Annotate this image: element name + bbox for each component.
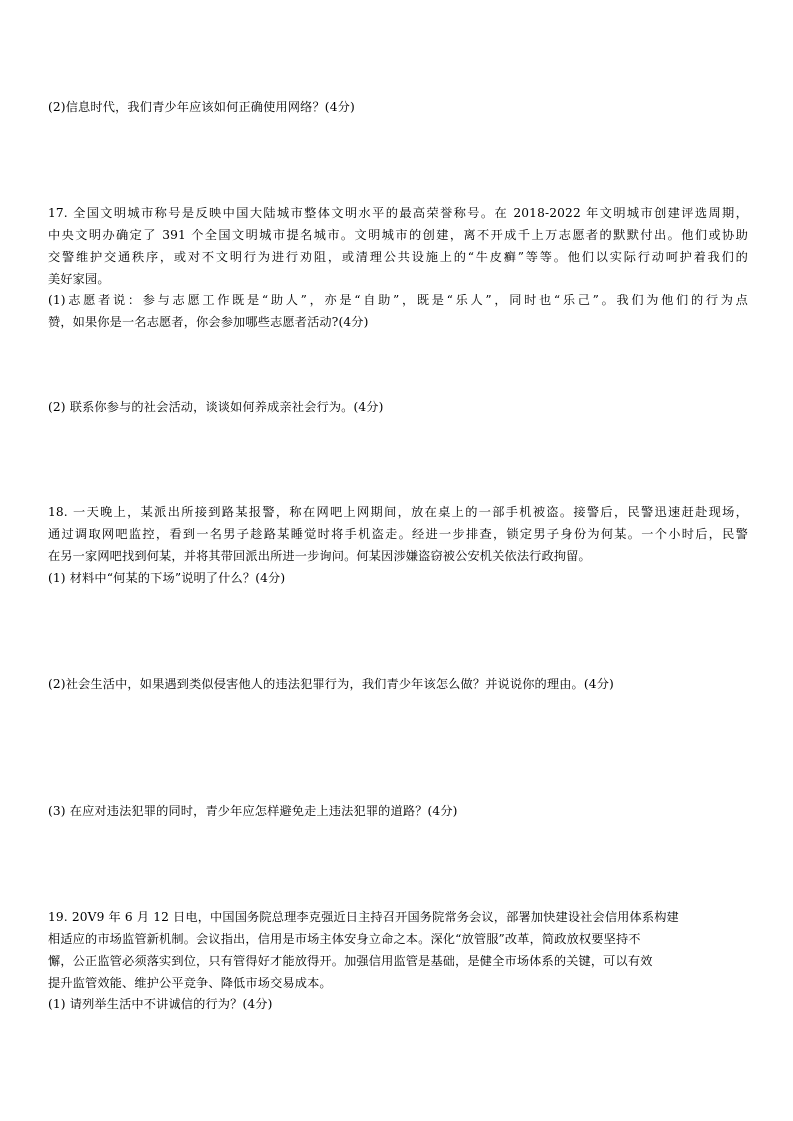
question-17-stem-line-1: 17. 全国文明城市称号是反映中国大陆城市整体文明水平的最高荣誉称号。在 2018-2022 年文明城市创建评选周期，	[48, 206, 748, 220]
question-18-stem-line-1: 18. 一天晚上，某派出所接到路某报警，称在网吧上网期间，放在桌上的一部手机被盗。接警后，民警迅速赶赴现场，	[48, 505, 748, 519]
question-19-stem-line-2: 相适应的市场监管新机制。会议指出，信用是市场主体安身立命之本。深化“放管服”改革，简政放权要坚持不	[48, 932, 641, 946]
question-17-sub1-line-1: (1)志愿者说：参与志愿工作既是“助人”，亦是“自助”，既是“乐人”，同时也“乐己”。我们为他们的行为点	[48, 293, 748, 307]
question-17-stem-line-4: 美好家园。	[48, 272, 110, 286]
question-18-sub1: (1) 材料中“何某的下场”说明了什么？(4分)	[48, 571, 286, 585]
question-18-sub2: (2)社会生活中，如果遇到类似侵害他人的违法犯罪行为，我们青少年该怎么做？并说说你的理由。(4分)	[48, 677, 614, 691]
question-19-stem-line-1: 19. 20V9 年 6 月 12 日电，中国国务院总理李克强近日主持召开国务院常务会议，部署加快建设社会信用体系构建	[48, 910, 679, 924]
question-18-sub3: (3) 在应对违法犯罪的同时，青少年应怎样避免走上违法犯罪的道路？(4分)	[48, 804, 458, 818]
question-19-stem-line-3: 懈，公正监管必须落实到位，只有管得好才能放得开。加强信用监管是基础，是健全市场体系的关键，可以有效	[48, 954, 653, 968]
question-19-stem-line-4: 提升监管效能、维护公平竞争、降低市场交易成本。	[48, 976, 332, 990]
question-19-sub1: (1) 请列举生活中不讲诚信的行为？(4分)	[48, 997, 273, 1011]
question-18-stem-line-3: 在另一家网吧找到何某，并将其带回派出所进一步询问。何某因涉嫌盗窃被公安机关依法行政拘留。	[48, 549, 591, 563]
question-18-stem-line-2: 通过调取网吧监控，看到一名男子趁路某睡觉时将手机盗走。经进一步排查，锁定男子身份为何某。一个小时后，民警	[48, 527, 748, 541]
question-17-stem-line-3: 交警维护交通秩序，或对不文明行为进行劝阻，或清理公共设施上的“牛皮癣”等等。他们以实际行动呵护着我们的	[48, 250, 748, 264]
question-17-sub2: (2) 联系你参与的社会活动，谈谈如何养成亲社会行为。(4分)	[48, 400, 384, 414]
question-17-sub1-line-2: 赞，如果你是一名志愿者，你会参加哪些志愿者活动?(4分)	[48, 315, 369, 329]
question-17-stem-line-2: 中央文明办确定了 391 个全国文明城市提名城市。文明城市的创建，离不开成千上万志愿者的默默付出。他们或协助	[48, 228, 748, 242]
question-16-sub2: (2)信息时代，我们青少年应该如何正确使用网络？(4分)	[48, 100, 355, 114]
